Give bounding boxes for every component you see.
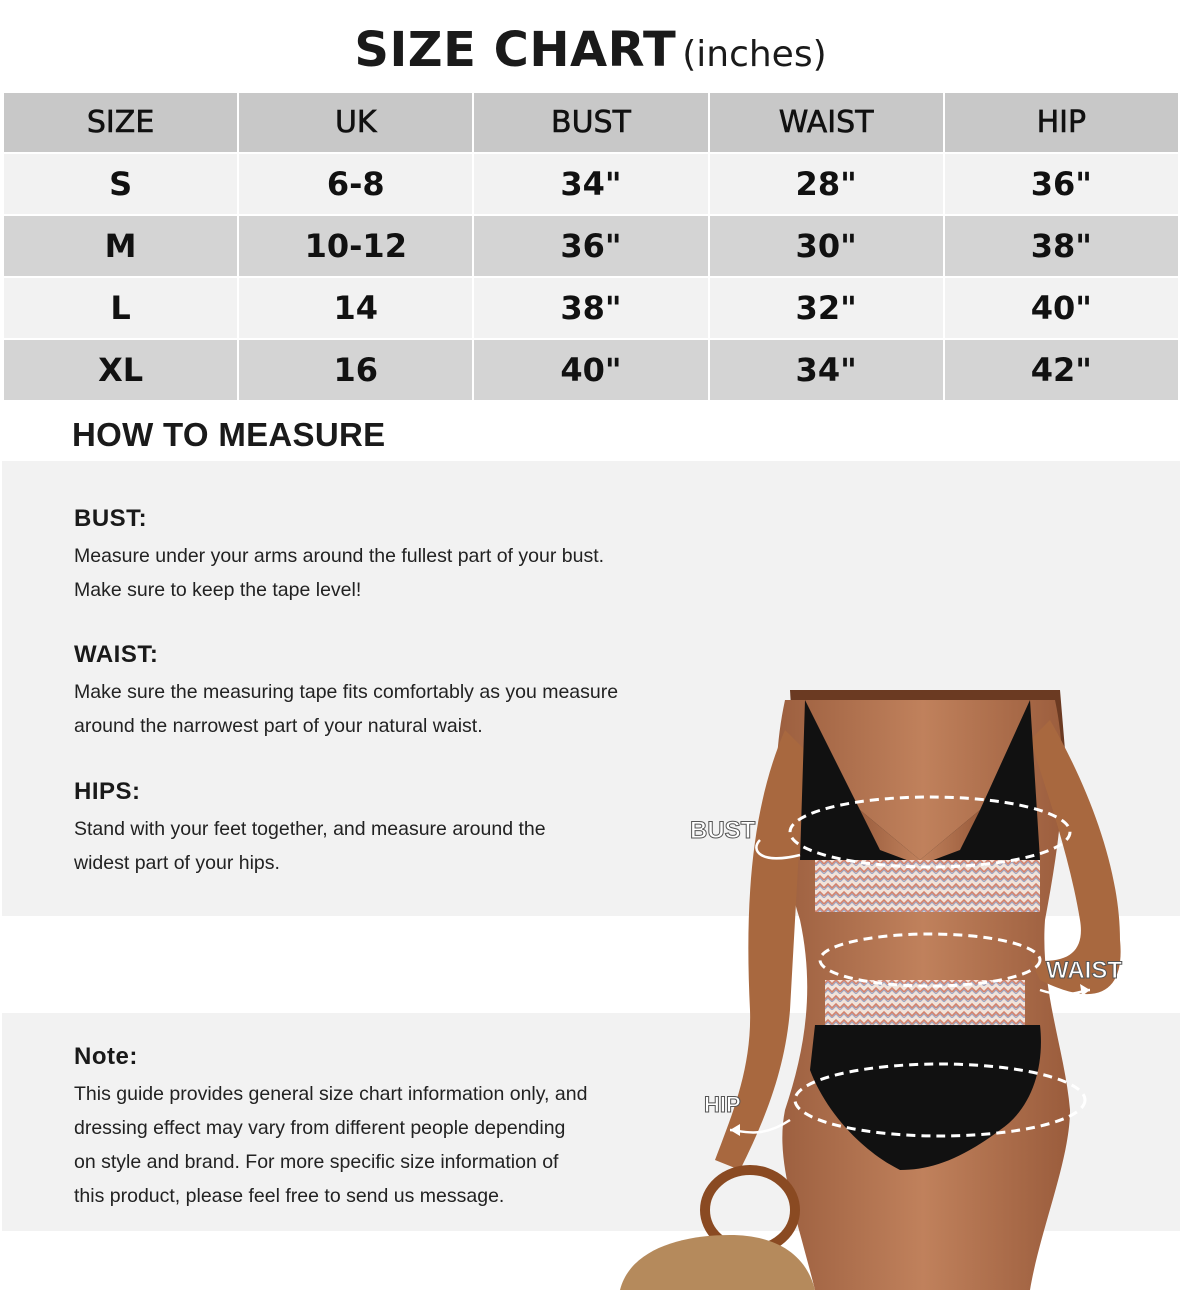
waist-line-1: Make sure the measuring tape fits comfortably as you measure	[74, 681, 619, 703]
note-line-4: this product, please feel free to send us message.	[74, 1185, 505, 1207]
bust-label: BUST:	[74, 505, 148, 532]
size-chart-table	[2, 91, 1180, 402]
cell-waist: 28"	[710, 154, 943, 214]
header-waist: WAIST	[710, 93, 943, 152]
figure-label-waist: WAIST	[1046, 957, 1122, 984]
cell-uk: 14	[239, 278, 472, 338]
table-row	[4, 278, 1178, 338]
cell-hip: 42"	[945, 340, 1178, 400]
figure-label-hip: HIP	[704, 1092, 741, 1117]
note-line-1: This guide provides general size chart information only, and	[74, 1083, 588, 1105]
cell-waist: 34"	[710, 340, 943, 400]
cell-size: L	[4, 278, 237, 338]
bust-line-1: Measure under your arms around the fullest part of your bust.	[74, 545, 605, 567]
table-row	[4, 340, 1178, 400]
header-hip: HIP	[945, 93, 1178, 152]
size-chart-title: SIZE CHART	[354, 22, 677, 78]
note-line-3: on style and brand. For more specific size information of	[74, 1151, 559, 1173]
header-bust: BUST	[474, 93, 707, 152]
header-size: SIZE	[4, 93, 237, 152]
cell-hip: 38"	[945, 216, 1178, 276]
header-uk: UK	[239, 93, 472, 152]
swimsuit-model-illustration	[600, 690, 1181, 1290]
cell-uk: 16	[239, 340, 472, 400]
cell-uk: 10-12	[239, 216, 472, 276]
cell-bust: 38"	[474, 278, 707, 338]
table-row	[4, 154, 1178, 214]
note-block	[74, 1043, 587, 1213]
waist-line-2: around the narrowest part of your natural waist.	[74, 715, 483, 737]
table-row	[4, 216, 1178, 276]
cell-size: M	[4, 216, 237, 276]
how-to-measure-heading: HOW TO MEASURE	[72, 416, 386, 453]
hips-instructions	[74, 778, 546, 880]
cell-size: S	[4, 154, 237, 214]
cell-hip: 40"	[945, 278, 1178, 338]
hips-line-2: widest part of your hips.	[74, 852, 280, 874]
waist-instructions	[74, 641, 618, 743]
page-title	[0, 22, 1181, 78]
figure-label-bust: BUST	[690, 817, 756, 844]
model-figure	[600, 690, 1181, 1290]
hips-label: HIPS:	[74, 778, 141, 805]
bust-instructions	[74, 505, 604, 607]
waist-label: WAIST:	[74, 641, 159, 668]
note-label: Note:	[74, 1043, 138, 1070]
cell-hip: 36"	[945, 154, 1178, 214]
cell-bust: 40"	[474, 340, 707, 400]
cell-waist: 32"	[710, 278, 943, 338]
hips-line-1: Stand with your feet together, and measure around the	[74, 818, 546, 840]
cell-waist: 30"	[710, 216, 943, 276]
cell-bust: 34"	[474, 154, 707, 214]
bust-line-2: Make sure to keep the tape level!	[74, 579, 362, 601]
table-header-row	[4, 93, 1178, 152]
size-chart-unit: (inches)	[682, 34, 827, 75]
cell-bust: 36"	[474, 216, 707, 276]
note-line-2: dressing effect may vary from different people depending	[74, 1117, 566, 1139]
cell-size: XL	[4, 340, 237, 400]
cell-uk: 6-8	[239, 154, 472, 214]
